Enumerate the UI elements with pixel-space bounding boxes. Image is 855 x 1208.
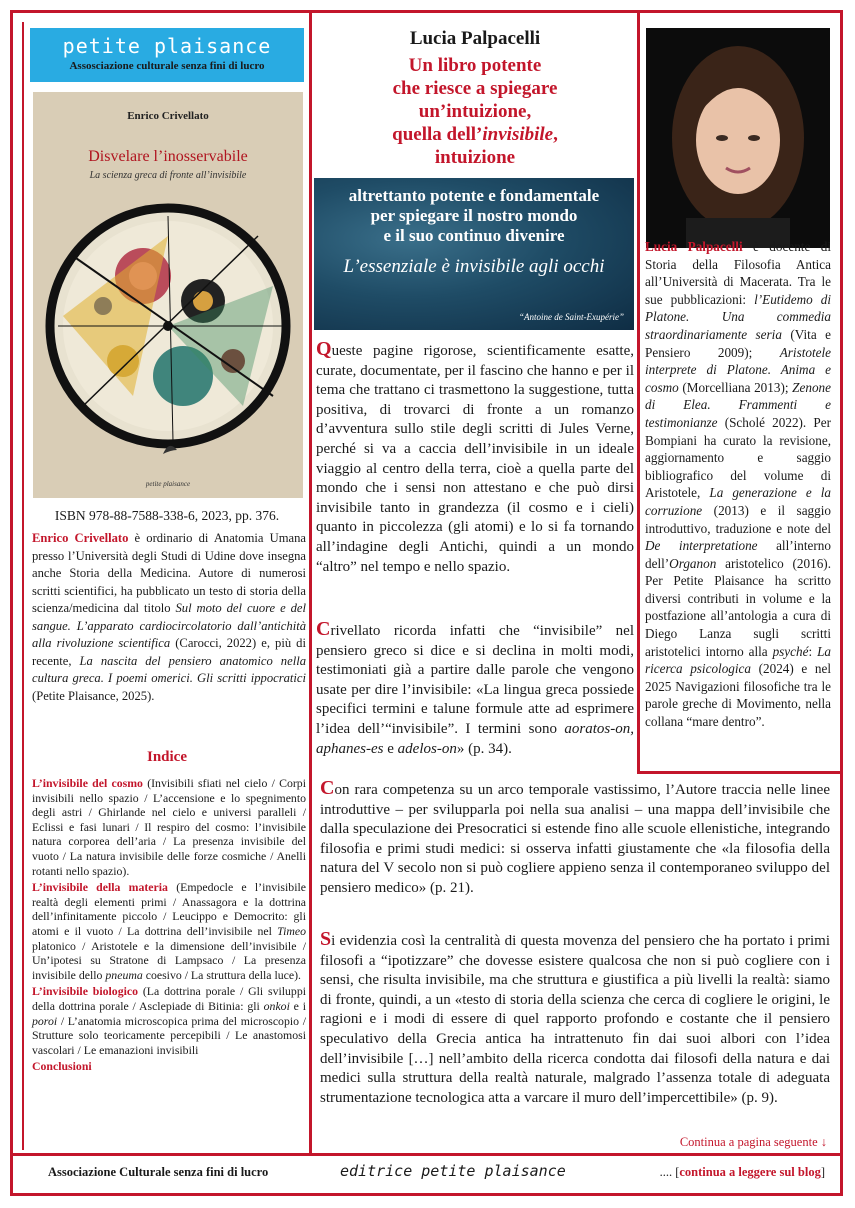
bio-right-text-8: : xyxy=(808,643,818,659)
banner-line-2: per spiegare il nostro mondo xyxy=(370,206,578,225)
banner-line-1: altrettanto potente e fondamentale xyxy=(348,186,600,205)
book-cover xyxy=(33,92,303,498)
bio-right-italic-7: psyché xyxy=(772,643,809,659)
author-bio-right xyxy=(645,238,831,731)
bio-right-italic-1: l’Eutidemo di Platone. Una commedia straordinariamente seria xyxy=(645,291,831,342)
paragraph-3-text: on rara competenza su un arco temporale vastissimo, l’Autore traccia nelle linee introduttive – per svilupparla poi nella sua analisi – una mappa dell’invisibile che dalla speculazione dei Presocratici si estende fino alle scuole ellenistiche, integrando filosofia e primi studi medici: si osserva infatti giustamente che «la filosofia della natura del V secolo non si può cogliere appieno senza il contemporaneo sviluppo del pensiero medico» (p. 21). xyxy=(320,782,830,896)
bio-right-text-7: aristotelico (2016). Per Petite Plaisance ha scritto diversi contributi in volume e la postfazione all’antologia a cura di Diego Lanza sugli scritti aristotelici intorno alla xyxy=(645,555,831,659)
index-conclusion-title: Conclusioni xyxy=(32,1059,92,1074)
footer-blog-suffix: ] xyxy=(820,1165,825,1179)
divider-left-column xyxy=(309,10,312,1156)
index-section-2-title: L’invisibile della materia xyxy=(32,880,168,895)
headline-line-5: intuizione xyxy=(434,147,516,168)
bio-right-italic-6: Organon xyxy=(669,555,717,571)
footer-blog xyxy=(660,1165,825,1180)
paragraph-1-text: ueste pagine rigorose, scientificamente esatte, curate, documentate, per il fascino che hanno e per il tema che trattano ci trasmettono la suggestione, tutta positiva, di trovarci di fronte a un romanzo d’avventura sullo stile degli scritti di Jules Verne, perché si va a caccia dell’invisibile in un ideale viaggio al centro della terra, cioè a quella parte del mondo che i sensi non attestano e che può dirsi invisibile tanto in grandezza (il cosmo e i cieli) quanto in piccolezza (gli atomi) e lo si fa tornando all’indagine degli Antichi, quindi a un mondo “altro” nel tempo e nello spazio. xyxy=(316,343,634,575)
book-subtitle: La scienza greca di fronte all’invisibile xyxy=(89,170,247,181)
bio-right-italic-3: Zenone di Elea. Frammenti e testimonianze xyxy=(645,379,831,430)
index-section-2 xyxy=(32,880,306,982)
article-headline xyxy=(314,54,636,169)
bio-right-italic-2: Aristotele interprete di Platone. Anima e cosmo xyxy=(645,344,831,395)
paragraph-1 xyxy=(316,340,634,577)
cover-artwork xyxy=(43,176,293,476)
paragraph-2-italic-2: adelos-on xyxy=(397,740,457,757)
index-section-2-italic-1: Timeo xyxy=(277,923,306,938)
banner-quote: L’essenziale è invisibile agli occhi xyxy=(343,256,605,277)
author-photo xyxy=(646,28,830,248)
bio-right-text-4: (Scholé 2022). Per Bompiani ha curato la revisione, aggiornamento e saggio bibliografico del volume di Aristotele, xyxy=(645,414,831,501)
headline-line-4 xyxy=(314,123,636,146)
author-bio-left xyxy=(32,530,306,705)
quote-banner xyxy=(314,178,634,330)
index-section-3 xyxy=(32,984,306,1057)
paragraph-3 xyxy=(320,779,830,899)
headline-line-3: un’intuizione, xyxy=(418,101,532,122)
divider-right-column xyxy=(637,10,640,774)
bio-right-name: Lucia Palpacelli xyxy=(645,239,743,254)
book-publisher: petite plaisance xyxy=(145,480,191,488)
index-title: Indice xyxy=(146,749,187,765)
bio-right-text-3: (Morcelliana 2013); xyxy=(678,379,793,395)
bio-right-text-5: (2013) e il saggio introduttivo, traduzione e note del xyxy=(645,502,831,536)
drop-cap-3: C xyxy=(320,777,335,799)
continue-next-page-link[interactable]: Continua a pagina seguente ↓ xyxy=(679,1135,827,1149)
divider-left-inner xyxy=(22,22,24,1150)
drop-cap-1: Q xyxy=(316,338,332,360)
drop-cap-2: C xyxy=(316,618,331,640)
index-section-2-italic-2: pneuma xyxy=(105,967,143,982)
logo-subtitle: Assosciazione culturale senza fini di lucro xyxy=(69,60,265,72)
index-section-2-text-b: platonico / Aristotele e la dimensione dell’invisibile / Un’ipotesi su Stratone di Lampsaco / La presenza invisibile dello xyxy=(32,938,306,982)
bio-right-italic-4: La generazione e la corruzione xyxy=(645,485,831,518)
bio-right-text-9: (2024) e nel 2025 Navigazioni filosofiche tra le parole greche di Movimento, nella collana “mare dentro”. xyxy=(645,661,831,730)
index-section-3-text-c: / L’anatomia microscopica prima del microscopio / Strutture solo teoricamente percepibili / Le anastomosi vascolari / Le emanazioni invisibili xyxy=(32,1013,306,1057)
index-section-2-text-c: coesivo / La struttura della luce). xyxy=(142,967,301,982)
logo-name: petite plaisance xyxy=(62,34,272,58)
bio-left-text-1: è ordinario di Anatomia Umana presso l’Università degli Studi di Udine dove insegna anche Storia della Medicina. Autore di numerosi scritti scientifici, ha pubblicato un testo di storia della scienza/medicina dal titolo xyxy=(32,531,307,615)
headline-line-4-b: , xyxy=(553,124,558,145)
footer-publisher: editrice petite plaisance xyxy=(340,1162,566,1180)
portrait-illustration xyxy=(646,28,830,248)
bio-left-text-2: (Carocci, 2022) e, più di recente, xyxy=(32,636,306,668)
bio-right-text-1: è docente di Storia della Filosofia Antica all’Università di Macerata. Tra le sue pubblicazioni: xyxy=(645,239,831,307)
paragraph-2-text-c: » (p. 34). xyxy=(456,740,512,757)
index-section-3-text-b: e i xyxy=(289,998,306,1013)
index-section-3-text-a: (La dottrina porale / Gli sviluppi della dottrina porale / Asclepiade di Bitinia: gli xyxy=(32,984,307,1013)
divider-footer xyxy=(10,1153,843,1156)
footer-blog-prefix: .... [ xyxy=(659,1165,680,1179)
bio-left-italic-2: La nascita del pensiero anatomico nella cultura greca. I poemi omerici. Gli scritti ippocratici xyxy=(32,653,306,685)
book-index xyxy=(32,776,306,1076)
index-section-1-title: L’invisibile del cosmo xyxy=(32,776,143,790)
banner-line-3: e il suo continuo divenire xyxy=(383,226,565,245)
footer-association: Associazione Culturale senza fini di lucro xyxy=(48,1165,269,1179)
bio-right-italic-8: La ricerca psicologica xyxy=(645,643,831,677)
headline-line-4-italic: invisibile xyxy=(482,124,554,145)
bio-left-name: Enrico Crivellato xyxy=(32,531,129,545)
bio-right-text-2: (Vita e Pensiero 2009); xyxy=(645,326,831,360)
index-section-3-italic-2: poroi xyxy=(32,1013,58,1028)
banner-attribution: “Antoine de Saint-Exupérie” xyxy=(519,312,624,322)
paragraph-2-italic-1: aoratos-on, aphanes-es xyxy=(316,720,634,757)
divider-bio-bottom xyxy=(637,771,843,774)
blog-link[interactable]: continua a leggere sul blog xyxy=(679,1165,821,1179)
headline-line-4-a: quella dell’ xyxy=(392,124,483,145)
index-conclusion xyxy=(32,1059,306,1074)
paragraph-2 xyxy=(316,620,634,759)
paragraph-2-text-a: rivellato ricorda infatti che “invisibile” nel pensiero greco si dice e si declina in molti modi, testimoniati già a partire dalle parole che vengono usate per dire l’invisibile: «La lingua greca possiede specifici termini e talune formule atte ad esprimere l’idea dell’“invisibile”. I termini sono xyxy=(316,623,634,737)
publisher-logo xyxy=(30,28,304,82)
index-section-3-italic-1: onkoi xyxy=(263,998,290,1013)
paragraph-4 xyxy=(320,930,830,1108)
drop-cap-4: S xyxy=(320,928,332,950)
paragraph-2-text-b: e xyxy=(383,740,398,757)
isbn-line: ISBN 978-88-7588-338-6, 2023, pp. 376. xyxy=(54,508,280,523)
bio-right-italic-5: De interpretatione xyxy=(645,538,758,554)
index-section-1 xyxy=(32,776,306,878)
index-section-3-title: L’invisibile biologico xyxy=(32,984,139,999)
headline-line-1: Un libro potente xyxy=(408,55,542,76)
headline-line-2: che riesce a spiegare xyxy=(392,78,558,99)
bio-right-text-6: all’interno dell’ xyxy=(645,538,831,571)
bio-left-text-3: (Petite Plaisance, 2025). xyxy=(32,688,155,703)
article-header xyxy=(314,28,636,169)
book-author: Enrico Crivellato xyxy=(127,110,209,122)
bio-left-italic-1: Sul moto del cuore e del sangue. L’apparato cardiocircolatorio dall’antichità alla rivoluzione scientifica xyxy=(32,601,306,650)
index-section-2-text-a: (Empedocle e l’invisibile realtà degli elementi primi / Anassagora e la dottrina dell’infinitamente piccolo / Leucippo e Democrito: gli atomi e il vuoto / La dottrina dell’invisibile nel xyxy=(32,880,306,938)
book-title: Disvelare l’inosservabile xyxy=(88,148,248,165)
article-author: Lucia Palpacelli xyxy=(409,28,541,49)
paragraph-4-text: i evidenzia così la centralità di questa movenza del pensiero che ha portato i primi filosofi a “ipotizzare” che dovesse esistere qualcosa che non si può cogliere con i sensi, che risulta invisibile, ma che struttura e giustifica a più livelli la realtà: siamo di fronte, quindi, a un «testo di storia della scienza che cerca di cogliere le origini, le ragioni e i modi di essere di quel rapporto profondo e costante che il pensiero speculativo della Grecia antica ha intrattenuto fin dai suoi albori con l’idea dell’invisibile […] nell’ambito della ricerca condotta dai filosofi della natura e dai medici sulla struttura della realtà naturale, malgrado l’assenza totale di adeguata strumentazione tecnologica atta a varcare il muro dell’impercettibile» (p. 9). xyxy=(320,933,830,1106)
index-section-1-text: (Invisibili sfiati nel cielo / Corpi invisibili nello spazio / L’accensione e lo spegnimento degli astri / Ghirlande nel cielo e universi paralleli / Eclissi e fasi lunari / Il respiro del cosmo: l’invisibile natura corporea dell’aria / La presenza invisibile del vuoto / La natura invisibile delle forze cosmiche / Anelli rotanti nello spazio). xyxy=(32,776,306,878)
